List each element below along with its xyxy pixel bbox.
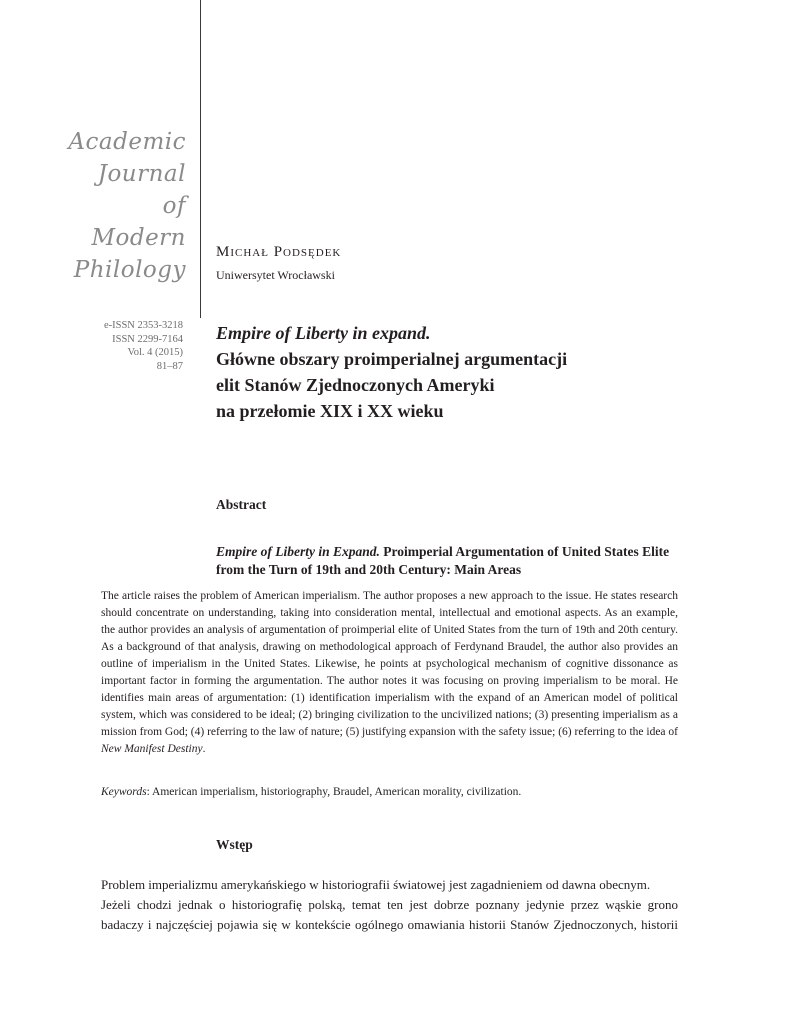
volume: Vol. 4 (2015) xyxy=(127,347,183,358)
abstract-italic-term: New Manifest Destiny xyxy=(101,743,203,755)
abstract-text: The article raises the problem of American imperialism. The author proposes a new approach to the issue. He states research should concentrate on understanding, taking into consideration mental, intellectual and emotional aspects. As an example, the author provides an analysis of argumentation of proimperial elite of United States from the turn of 19th and 20th century. As a background of that analysis, drawing on methodological approach of Ferdynand Braudel, the author also provides an outline of imperialism in the United States. Likewise, he points at psychological mechanism of cognitive dissonance as important factor in forming the argumentation. The author notes it was focusing on proving imperialism to be moral. He identifies main areas of argumentation: (1) identification imperialism with the expand of an American model of political system, which was considered to be ideal; (2) bringing civilization to the uncivilized nations; (3) presenting imperialism as a mission from God; (4) referring to the law of nature; (5) justifying expansion with the safety issue; (6) referring to the idea of xyxy=(101,590,678,738)
vertical-rule xyxy=(200,0,201,318)
english-title-rest: Proimperial Argumentation of United States Elite from the Turn of 19th and 20th Century: Main Areas xyxy=(216,544,670,577)
keywords-label: Keywords xyxy=(101,786,147,798)
section-heading: Wstęp xyxy=(216,837,253,852)
english-title-italic: Empire of Liberty in Expand. xyxy=(216,544,380,559)
abstract-heading: Abstract xyxy=(216,497,267,512)
page-range: 81–87 xyxy=(156,360,183,372)
abstract-body xyxy=(101,588,678,758)
author-affiliation: Uniwersytet Wrocławski xyxy=(216,268,335,282)
title-line: na przełomie XIX i XX wieku xyxy=(216,401,444,421)
eissn: e-ISSN 2353-3218 xyxy=(103,320,183,331)
journal-logo-line: Journal xyxy=(97,161,186,187)
journal-logo-line: Academic xyxy=(68,129,186,155)
article-title xyxy=(216,320,696,424)
body-paragraph xyxy=(101,875,678,935)
issn-block xyxy=(60,319,183,373)
journal-logo-line: Modern xyxy=(91,225,186,251)
issn: ISSN 2299-7164 xyxy=(112,333,183,345)
abstract-end: . xyxy=(202,743,206,755)
body-line: Problem imperializmu amerykańskiego w historiografii światowej jest zagadnieniem od dawna obecnym. xyxy=(101,877,651,892)
title-line: Główne obszary proimperialnej argumentacji xyxy=(216,349,568,369)
journal-logo-line: of xyxy=(162,193,186,219)
author-name: Michał Podsędek xyxy=(216,244,342,260)
title-line: elit Stanów Zjednoczonych Ameryki xyxy=(216,375,495,395)
english-title xyxy=(216,543,686,579)
body-line: badaczy i najczęściej pojawia się w kontekście ogólnego omawiania historii Stanów Zjednoczonych, historii xyxy=(101,917,678,932)
title-italic-line: Empire of Liberty in expand. xyxy=(216,323,431,343)
journal-logo-line: Philology xyxy=(73,257,186,283)
keywords-list: : American imperialism, historiography, Braudel, American morality, civilization. xyxy=(146,786,522,798)
journal-logo xyxy=(60,126,186,286)
body-line: Jeżeli chodzi jednak o historiografię polską, temat ten jest dobrze poznany jedynie przez wąskie grono xyxy=(101,897,678,912)
keywords xyxy=(101,784,678,801)
